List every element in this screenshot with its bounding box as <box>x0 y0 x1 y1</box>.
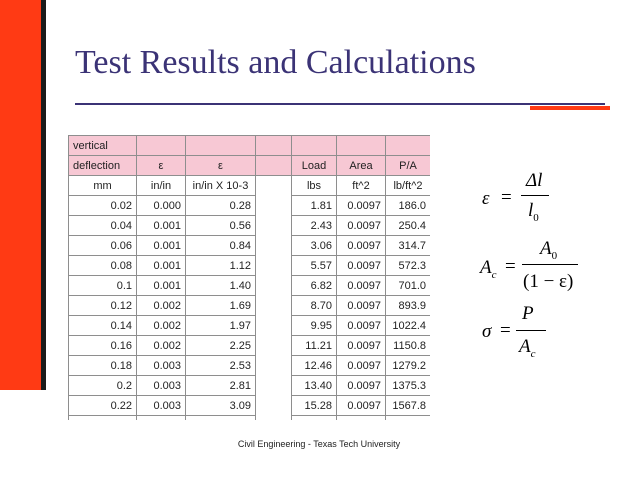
slide-footer: Civil Engineering - Texas Tech University <box>237 439 401 449</box>
header-cell-stress <box>386 136 431 156</box>
cell-load: 2.43 <box>292 216 337 236</box>
cell-strain: 0.000 <box>137 196 186 216</box>
cell-strain: 0.001 <box>137 236 186 256</box>
area-lhs: $A_c$ <box>480 257 497 281</box>
cell-stress: 250.4 <box>386 216 431 236</box>
cell-load: 15.28 <box>292 396 337 416</box>
table-row <box>69 296 431 316</box>
stress-fraction-bar <box>516 330 546 331</box>
title-underline-accent <box>530 106 610 110</box>
cell-load: 13.40 <box>292 376 337 396</box>
header-cell-stress: lb/ft^2 <box>386 176 431 196</box>
table-row <box>69 416 431 421</box>
cell-area: 0.0097 <box>337 356 386 376</box>
cell-strain-scaled <box>186 416 256 421</box>
table-row <box>69 276 431 296</box>
cell-spacer <box>256 316 292 336</box>
cell-deflection: 0.16 <box>69 336 137 356</box>
cell-strain-scaled: 2.25 <box>186 336 256 356</box>
cell-load: 5.57 <box>292 256 337 276</box>
cell-spacer <box>256 336 292 356</box>
cell-spacer <box>256 236 292 256</box>
cell-spacer <box>256 296 292 316</box>
cell-strain: 0.002 <box>137 296 186 316</box>
strain-symbol: ε <box>482 188 490 209</box>
cell-strain-scaled: 0.28 <box>186 196 256 216</box>
cell-strain-scaled: 1.12 <box>186 256 256 276</box>
cell-load <box>292 416 337 421</box>
stress-numerator: P <box>522 303 534 324</box>
cell-area: 0.0097 <box>337 256 386 276</box>
cell-stress: 701.0 <box>386 276 431 296</box>
cell-strain-scaled: 2.53 <box>186 356 256 376</box>
cell-stress: 186.0 <box>386 196 431 216</box>
cell-spacer <box>256 256 292 276</box>
cell-area: 0.0097 <box>337 376 386 396</box>
header-cell-area: Area <box>337 156 386 176</box>
area-fraction-bar <box>522 264 578 265</box>
table-row <box>69 316 431 336</box>
cell-load: 12.46 <box>292 356 337 376</box>
cell-strain-scaled: 2.81 <box>186 376 256 396</box>
cell-deflection: 0.14 <box>69 316 137 336</box>
cell-stress: 314.7 <box>386 236 431 256</box>
cell-load: 11.21 <box>292 336 337 356</box>
cell-deflection: 0.04 <box>69 216 137 236</box>
cell-area: 0.0097 <box>337 276 386 296</box>
cell-area: 0.0097 <box>337 316 386 336</box>
header-cell-strain: in/in <box>137 176 186 196</box>
cell-strain-scaled: 0.84 <box>186 236 256 256</box>
table-row <box>69 396 431 416</box>
area-denominator: (1 − ε) <box>523 271 574 292</box>
cell-spacer <box>256 196 292 216</box>
header-cell-load <box>292 136 337 156</box>
cell-strain: 0.002 <box>137 336 186 356</box>
cell-strain: 0.002 <box>137 316 186 336</box>
title-underline <box>75 103 605 105</box>
left-accent-bar <box>0 0 41 390</box>
header-cell-area: ft^2 <box>337 176 386 196</box>
results-table-container <box>68 135 430 420</box>
header-cell-stress: P/A <box>386 156 431 176</box>
cell-spacer <box>256 376 292 396</box>
cell-strain: 0.003 <box>137 376 186 396</box>
cell-strain: 0.001 <box>137 276 186 296</box>
cell-spacer <box>256 416 292 421</box>
stress-symbol: σ <box>482 321 492 342</box>
cell-area: 0.0097 <box>337 216 386 236</box>
table-header-row <box>69 156 431 176</box>
cell-area: 0.0097 <box>337 296 386 316</box>
strain-numerator: Δl <box>526 170 543 191</box>
strain-equals: = <box>501 187 512 208</box>
cell-deflection: 0.22 <box>69 396 137 416</box>
cell-deflection: 0.06 <box>69 236 137 256</box>
cell-load: 1.81 <box>292 196 337 216</box>
cell-load: 3.06 <box>292 236 337 256</box>
header-cell-deflection: vertical <box>69 136 137 156</box>
cell-stress: 572.3 <box>386 256 431 276</box>
header-cell-load: Load <box>292 156 337 176</box>
table-row <box>69 256 431 276</box>
table-row <box>69 196 431 216</box>
header-cell-strain <box>137 136 186 156</box>
cell-area: 0.0097 <box>337 196 386 216</box>
table-header-row <box>69 176 431 196</box>
header-cell-strain: ε <box>137 156 186 176</box>
cell-area: 0.0097 <box>337 236 386 256</box>
cell-strain-scaled: 1.69 <box>186 296 256 316</box>
cell-strain: 0.003 <box>137 396 186 416</box>
cell-deflection: 0.2 <box>69 376 137 396</box>
table-row <box>69 356 431 376</box>
cell-strain: 0.001 <box>137 216 186 236</box>
cell-strain-scaled: 3.09 <box>186 396 256 416</box>
cell-deflection: 0.18 <box>69 356 137 376</box>
area-equals: = <box>505 256 516 277</box>
header-cell-strain-scaled: in/in X 10-3 <box>186 176 256 196</box>
cell-strain-scaled: 1.97 <box>186 316 256 336</box>
cell-strain-scaled: 1.40 <box>186 276 256 296</box>
area-numerator: $A_0$ <box>540 238 558 262</box>
cell-deflection: 0.08 <box>69 256 137 276</box>
cell-deflection: 0.02 <box>69 196 137 216</box>
cell-spacer <box>256 216 292 236</box>
header-cell-area <box>337 136 386 156</box>
header-cell-strain-scaled: ε <box>186 156 256 176</box>
cell-strain: 0.001 <box>137 256 186 276</box>
cell-spacer <box>256 356 292 376</box>
cell-area: 0.0097 <box>337 396 386 416</box>
cell-stress: 1279.2 <box>386 356 431 376</box>
cell-area: 0.0097 <box>337 336 386 356</box>
cell-strain-scaled: 0.56 <box>186 216 256 236</box>
header-cell-strain-scaled <box>186 136 256 156</box>
cell-stress: 1150.8 <box>386 336 431 356</box>
slide-title: Test Results and Calculations <box>75 44 476 81</box>
stress-equals: = <box>500 320 511 341</box>
header-cell-spacer <box>256 176 292 196</box>
cell-deflection <box>69 416 137 421</box>
cell-spacer <box>256 396 292 416</box>
left-accent-line <box>46 0 49 390</box>
cell-stress <box>386 416 431 421</box>
header-cell-spacer <box>256 156 292 176</box>
cell-stress: 1022.4 <box>386 316 431 336</box>
cell-strain <box>137 416 186 421</box>
cell-load: 8.70 <box>292 296 337 316</box>
header-cell-load: lbs <box>292 176 337 196</box>
cell-stress: 1567.8 <box>386 396 431 416</box>
cell-area <box>337 416 386 421</box>
table-row <box>69 336 431 356</box>
cell-strain: 0.003 <box>137 356 186 376</box>
cell-stress: 893.9 <box>386 296 431 316</box>
cell-load: 6.82 <box>292 276 337 296</box>
header-cell-deflection: deflection <box>69 156 137 176</box>
strain-fraction-bar <box>521 195 549 196</box>
cell-load: 9.95 <box>292 316 337 336</box>
table-row <box>69 216 431 236</box>
strain-denominator: $l_0$ <box>528 200 539 224</box>
header-cell-deflection: mm <box>69 176 137 196</box>
cell-deflection: 0.12 <box>69 296 137 316</box>
table-row <box>69 236 431 256</box>
cell-deflection: 0.1 <box>69 276 137 296</box>
table-header-row <box>69 136 431 156</box>
stress-denominator: $A_c$ <box>519 336 536 360</box>
table-row <box>69 376 431 396</box>
cell-stress: 1375.3 <box>386 376 431 396</box>
results-table <box>68 135 430 420</box>
header-cell-spacer <box>256 136 292 156</box>
cell-spacer <box>256 276 292 296</box>
